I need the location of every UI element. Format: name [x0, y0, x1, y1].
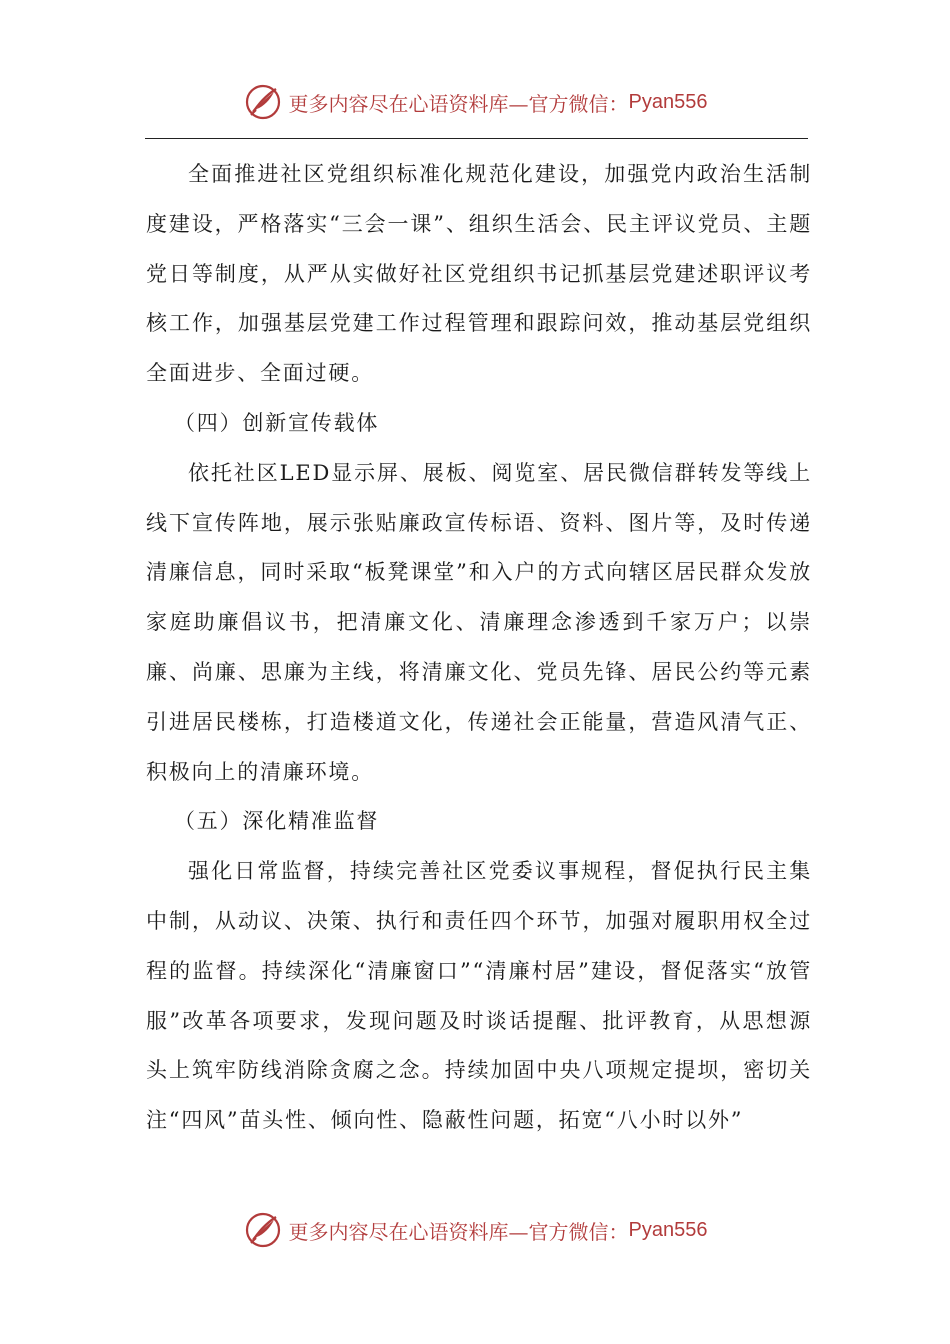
header-divider: [145, 138, 808, 139]
header-banner-wechat-id: Pyan556: [628, 90, 708, 113]
paragraph-supervision: 强化日常监督，持续完善社区党委议事规程，督促执行民主集中制，从动议、决策、执行和责任四个环节，加强对履职用权全过程的监督。持续深化“清廉窗口”“清廉村居”建设，督促落实“放管服”改革各项要求，发现问题及时谈话提醒、批评教育，从思想源头上筑牢防线消除贪腐之念。持续加固中央八项规定提坝，密切关注“四风”苗头性、倾向性、隐蔽性问题，拓宽“八小时以外”: [146, 859, 812, 1133]
header-banner: [0, 80, 950, 124]
header-banner-text: 更多内容尽在心语资料库—官方微信：: [288, 91, 629, 116]
document-body: [146, 150, 812, 1146]
section-heading-5: （五）深化精准监督: [174, 809, 380, 834]
footer-banner-text: 更多内容尽在心语资料库—官方微信：: [288, 1219, 629, 1244]
footer-banner-wechat-id: Pyan556: [628, 1218, 708, 1241]
footer-banner: [0, 1208, 950, 1252]
pen-leaf-logo-icon: [243, 82, 283, 122]
paragraph-party-building: 全面推进社区党组织标准化规范化建设，加强党内政治生活制度建设，严格落实“三会一课”、组织生活会、民主评议党员、主题党日等制度，从严从实做好社区党组织书记抓基层党建述职评议考核工作，加强基层党建工作过程管理和跟踪问效，推动基层党组织全面进步、全面过硬。: [146, 162, 812, 386]
pen-leaf-logo-icon: [243, 1210, 283, 1250]
section-heading-4: （四）创新宣传载体: [174, 410, 380, 435]
paragraph-publicity: 依托社区LED显示屏、展板、阅览室、居民微信群转发等线上线下宣传阵地，展示张贴廉政宣传标语、资料、图片等，及时传递清廉信息，同时采取“板凳课堂”和入户的方式向辖区居民群众发放家庭助廉倡议书，把清廉文化、清廉理念渗透到千家万户；以崇廉、尚廉、思廉为主线，将清廉文化、党员先锋、居民公约等元素引进居民楼栋，打造楼道文化，传递社会正能量，营造风清气正、积极向上的清廉环境。: [146, 460, 812, 784]
